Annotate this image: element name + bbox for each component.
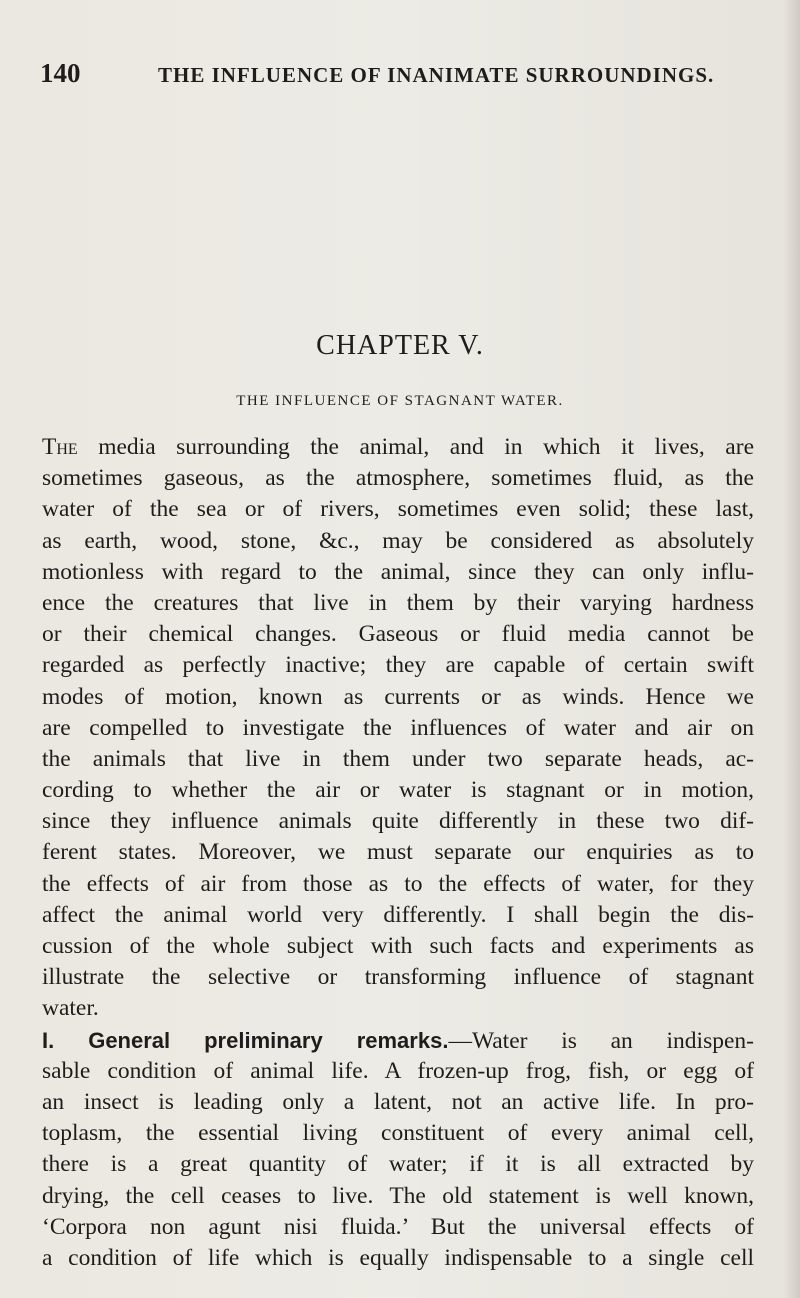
running-title: THE INFLUENCE OF INANIMATE SURROUNDINGS. (158, 63, 715, 87)
drop-word: The (42, 434, 78, 460)
text-line: since they influence animals quite differently in these two dif- (42, 808, 754, 835)
text-line: or their chemical changes. Gaseous or fluid media cannot be (42, 621, 754, 648)
chapter-heading: CHAPTER V. (316, 330, 484, 361)
text-line: toplasm, the essential living constituent of every animal cell, (42, 1120, 754, 1147)
body-text (42, 432, 754, 1274)
text-line: affect the animal world very differently. I shall begin the dis- (42, 901, 754, 928)
text-line: a condition of life which is equally indispensable to a single cell (42, 1244, 754, 1271)
text-line: there is a great quantity of water; if it is all extracted by (42, 1151, 754, 1178)
page-edge-shadow (784, 0, 800, 1298)
text-line: the effects of air from those as to the effects of water, for they (42, 870, 754, 897)
line-text: —Water is an indispen- (448, 1027, 754, 1054)
text-line: cussion of the whole subject with such facts and experiments as (42, 933, 754, 959)
text-line: water of the sea or of rivers, sometimes even solid; these last, (42, 496, 754, 523)
text-line: ferent states. Moreover, we must separate our enquiries as to (42, 839, 754, 866)
section-heading: I. General preliminary remarks. (42, 1027, 449, 1053)
text-line: modes of motion, known as currents or as winds. Hence we (42, 683, 754, 710)
text-line (42, 1025, 754, 1056)
text-line: as earth, wood, stone, &c., may be considered as absolutely (42, 527, 754, 554)
text-line: ‘Corpora non agunt nisi fluida.’ But the universal effects of (42, 1213, 754, 1240)
text-line: motionless with regard to the animal, since they can only influ- (42, 558, 754, 585)
text-line: an insect is leading only a latent, not an active life. In pro- (42, 1088, 754, 1115)
text-line (42, 432, 754, 463)
text-line: water. (42, 995, 99, 1022)
running-head (40, 58, 760, 98)
line-text: media surrounding the animal, and in which it lives, are (77, 434, 754, 460)
text-line: sable condition of animal life. A frozen-up frog, fish, or egg of (42, 1057, 754, 1084)
text-line: regarded as perfectly inactive; they are capable of certain swift (42, 652, 754, 679)
text-line: sometimes gaseous, as the atmosphere, sometimes fluid, as the (42, 465, 754, 492)
text-line: drying, the cell ceases to live. The old statement is well known, (42, 1182, 754, 1209)
text-line: the animals that live in them under two separate heads, ac- (42, 745, 754, 772)
text-line: cording to whether the air or water is stagnant or in motion, (42, 777, 754, 804)
page-number: 140 (40, 58, 81, 88)
text-line: are compelled to investigate the influences of water and air on (42, 714, 754, 741)
text-line: illustrate the selective or transforming influence of stagnant (42, 964, 754, 991)
chapter-title: THE INFLUENCE OF STAGNANT WATER. (236, 393, 564, 409)
text-line: ence the creatures that live in them by their varying hardness (42, 589, 754, 616)
